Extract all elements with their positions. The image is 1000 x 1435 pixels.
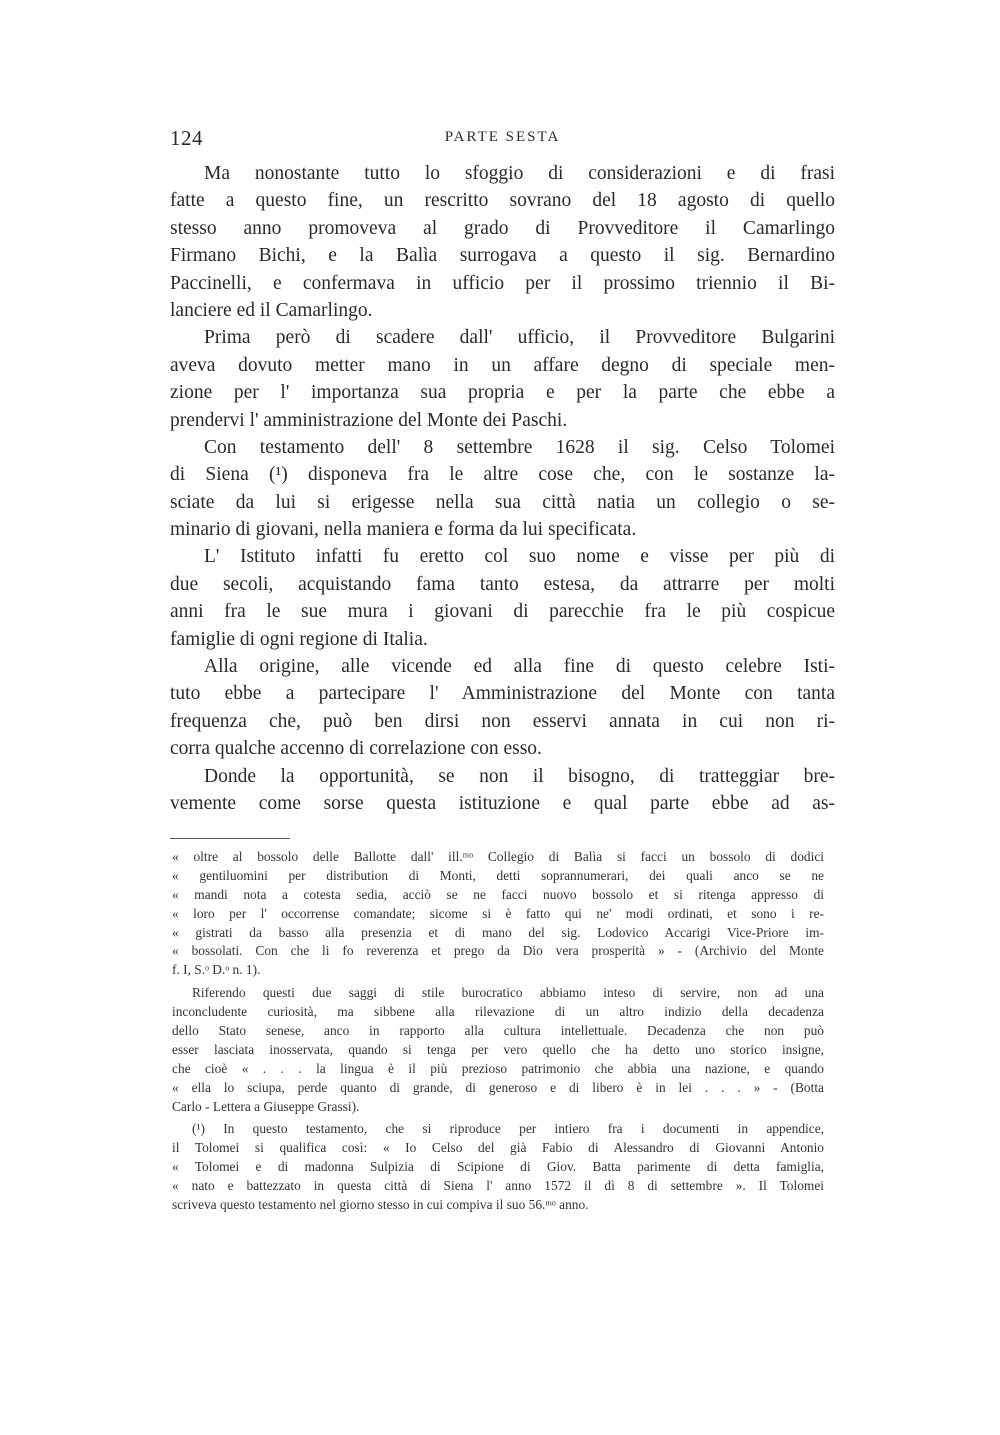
body-line: zione per l' importanza sua propria e per la parte che ebbe a <box>170 382 835 404</box>
body-line: corra qualche accenno di correlazione con esso. <box>170 738 542 760</box>
body-line: tuto ebbe a partecipare l' Amministrazione del Monte con tanta <box>170 683 835 705</box>
body-line: fatte a questo fine, un rescritto sovrano del 18 agosto di quello <box>170 190 835 212</box>
footnote-line: Carlo - Lettera a Giuseppe Grassi). <box>172 1098 360 1114</box>
footnote-line: « bossolati. Con che li fo reverenza et prego da Dio vera prosperità » - (Archivio del Monte <box>172 943 824 959</box>
body-line: stesso anno promoveva al grado di Provveditore il Camarlingo <box>170 217 835 239</box>
footnote-line: il Tolomei si qualifica così: « Io Celso del già Fabio di Alessandro di Giovanni Antonio <box>172 1140 824 1156</box>
body-line: Paccinelli, e confermava in ufficio per il prossimo triennio il Bi- <box>170 272 835 294</box>
body-line: prendervi l' amministrazione del Monte dei Paschi. <box>170 409 568 431</box>
body-line: lanciere ed il Camarlingo. <box>170 299 373 321</box>
body-line: Prima però di scadere dall' ufficio, il Provveditore Bulgarini <box>204 327 835 349</box>
footnote-line: « gistrati da basso alla presenzia et di mano del sig. Lodovico Accarigi Vice-Priore im- <box>172 924 824 940</box>
body-line: frequenza che, può ben dirsi non esservi annata in cui non ri- <box>170 710 835 732</box>
body-line: aveva dovuto metter mano in un affare degno di speciale men- <box>170 354 835 376</box>
body-line: anni fra le sue mura i giovani di parecchie fra le più cospicue <box>170 601 835 623</box>
footnote-line: inconcludente curiosità, ma sibbene alla rilevazione di un altro indizio della decadenza <box>172 1004 824 1020</box>
footnote-line: « ella lo sciupa, perde quanto di grande, di generoso e di libero è in lei . . . » - (Botta <box>172 1079 824 1095</box>
footnote-line: « mandi nota a cotesta sedia, acciò se ne facci nuovo bossolo et si ritenga appresso di <box>172 886 824 902</box>
body-line: Ma nonostante tutto lo sfoggio di considerazioni e di frasi <box>204 163 835 184</box>
running-head <box>170 126 835 152</box>
footnote-line: (¹) In questo testamento, che si riproduce per intiero fra i documenti in appendice, <box>192 1121 824 1137</box>
footnote-line: f. I, S.ᵒ D.ᵒ n. 1). <box>172 962 261 978</box>
footnote-line: « nato e battezzato in questa città di Siena l' anno 1572 il dì 8 di settembre ». Il Tolomei <box>172 1178 824 1194</box>
page-number: 124 <box>170 126 203 150</box>
footnote-line: « loro per l' occorrense comandate; sicome si è fatto qui ne' modi ordinati, et sono i re- <box>172 905 824 921</box>
footnote-line: dello Stato senese, anco in rapporto alla cultura intellettuale. Decadenza che non può <box>172 1023 824 1039</box>
body-line: minario di giovani, nella maniera e forma da lui specificata. <box>170 519 637 541</box>
footnote-line: « Tolomei e di madonna Sulpizia di Scipione di Giov. Batta parimente di detta famiglia, <box>172 1159 824 1175</box>
body-line: sciate da lui si erigesse nella sua città natia un collegio o se- <box>170 491 835 513</box>
running-title: PARTE SESTA <box>444 129 561 145</box>
footnote-line: che cioè « . . . la lingua è il più prezioso patrimonio che abbia una nazione, e quando <box>172 1060 824 1076</box>
footnote-line: « gentiluomini per distribution di Monti, detti soprannumerari, dei quali anco se ne <box>172 867 824 883</box>
footnote-separator <box>170 838 290 839</box>
body-line: Donde la opportunità, se non il bisogno, di tratteggiar bre- <box>204 765 835 787</box>
body-line: di Siena (¹) disponeva fra le altre cose che, con le sostanze la- <box>170 464 835 486</box>
footnote-line: scriveva questo testamento nel giorno stesso in cui compiva il suo 56.ᵐᵒ anno. <box>172 1197 589 1213</box>
body-line: L' Istituto infatti fu eretto col suo nome e visse per più di <box>204 546 835 568</box>
footnotes <box>172 848 824 1215</box>
body-line: Firmano Bichi, e la Balìa surrogava a questo il sig. Bernardino <box>170 245 835 267</box>
body-line: Con testamento dell' 8 settembre 1628 il sig. Celso Tolomei <box>204 436 835 458</box>
body-line: Alla origine, alle vicende ed alla fine di questo celebre Isti- <box>204 656 835 678</box>
body-line: vemente come sorse questa istituzione e qual parte ebbe ad as- <box>170 792 835 814</box>
body-line: due secoli, acquistando fama tanto estesa, da attrarre per molti <box>170 573 835 595</box>
footnote-line: Riferendo questi due saggi di stile burocratico abbiamo inteso di servire, non ad una <box>192 985 824 1001</box>
footnote-line: esser lasciata inosservata, quando si tenga per vero quello che ha detto uno storico insigne, <box>172 1041 824 1057</box>
body-text <box>170 160 835 817</box>
footnote-line: « oltre al bossolo delle Ballotte dall' ill.ᵐᵒ Collegio di Balìa si facci un bossolo di dodici <box>172 849 824 864</box>
body-line: famiglie di ogni regione di Italia. <box>170 628 428 650</box>
